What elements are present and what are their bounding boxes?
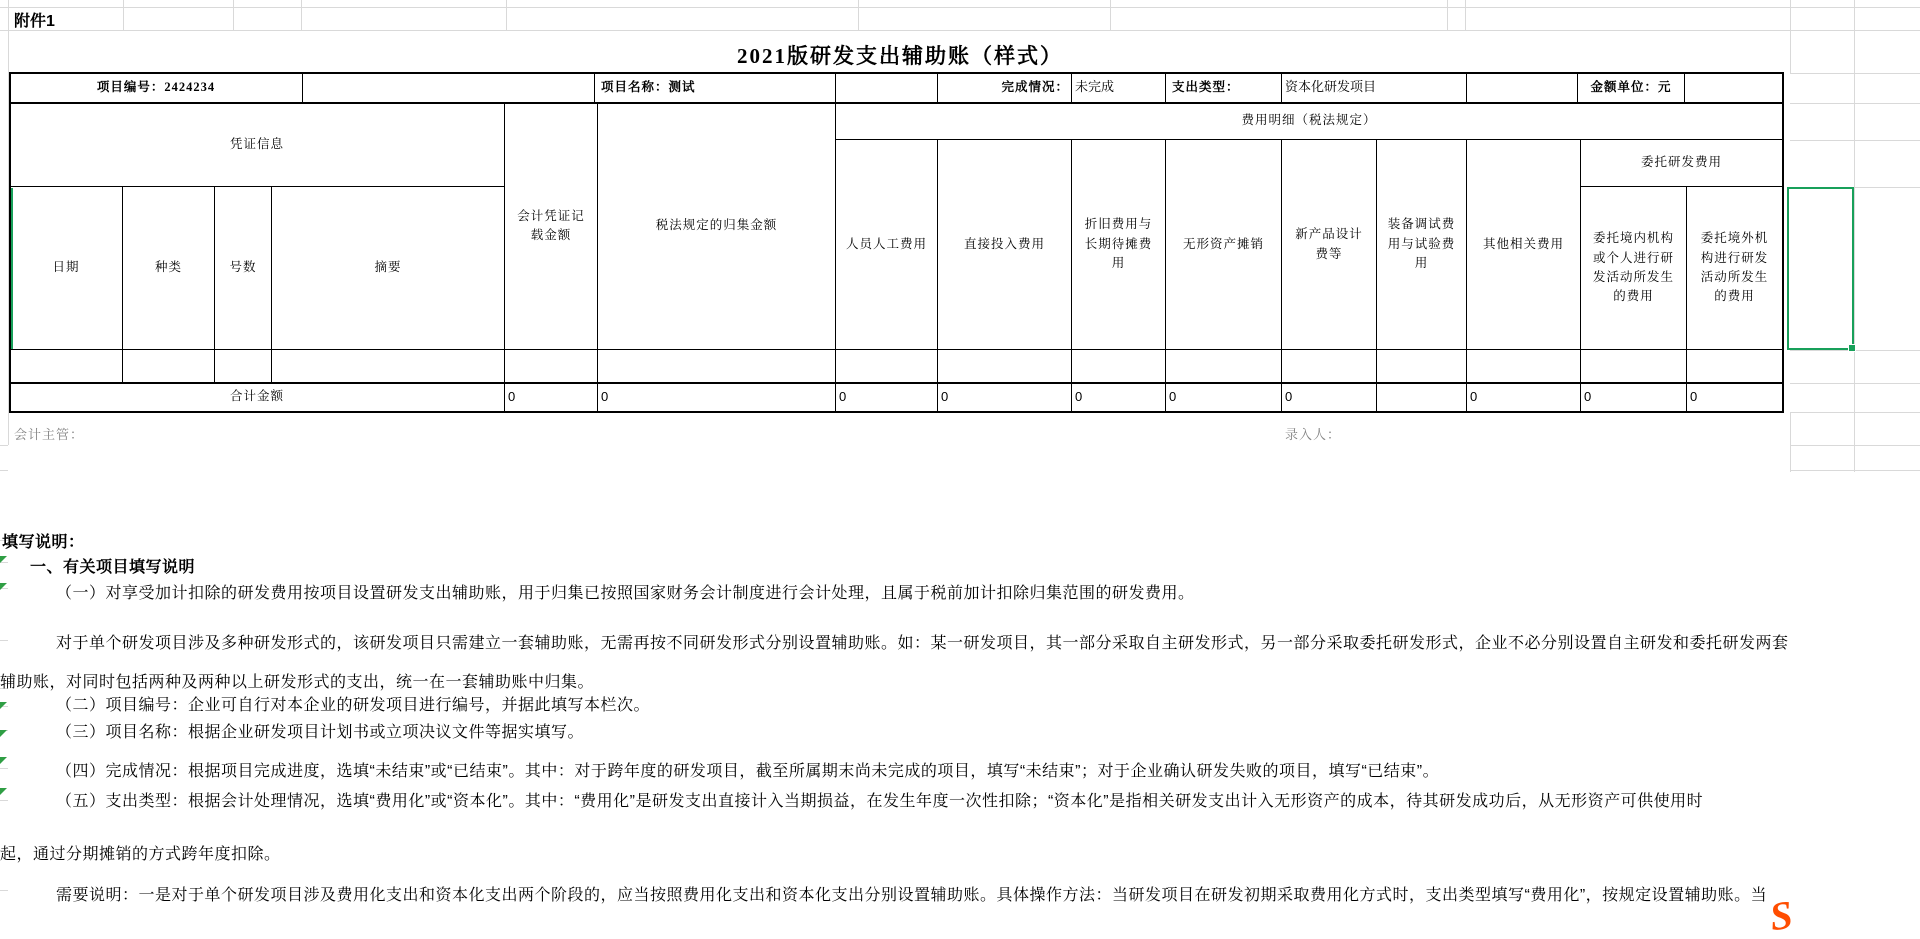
total-label[interactable]: 合计金额 — [10, 383, 505, 412]
data-cell[interactable] — [123, 350, 215, 383]
selection-fill-handle[interactable] — [1848, 344, 1856, 352]
data-cell[interactable] — [598, 350, 836, 383]
header-col-depreciation[interactable]: 折旧费用与长期待摊费用 — [1072, 140, 1166, 350]
cell-empty[interactable] — [1685, 73, 1783, 103]
header-col-equipment[interactable]: 装备调试费用与试验费用 — [1377, 140, 1467, 350]
total-intangible[interactable]: 0 — [1166, 383, 1282, 412]
header-date[interactable]: 日期 — [10, 187, 123, 350]
header-expense-detail[interactable]: 费用明细（税法规定） — [836, 103, 1783, 140]
data-cell[interactable] — [505, 350, 598, 383]
data-cell[interactable] — [272, 350, 505, 383]
comment-flag-icon — [0, 757, 7, 764]
header-col-personnel[interactable]: 人员人工费用 — [836, 140, 938, 350]
data-cell[interactable] — [1467, 350, 1581, 383]
data-cell[interactable] — [215, 350, 272, 383]
note-line[interactable]: 辅助账，对同时包括两种及两种以上研发形式的支出，统一在一套辅助账中归集。 — [0, 674, 595, 691]
selected-cell[interactable] — [1787, 187, 1854, 350]
header-summary[interactable]: 摘要 — [272, 187, 505, 350]
header-entrusted-domestic[interactable]: 委托境内机构或个人进行研发活动所发生的费用 — [1581, 187, 1687, 350]
comment-flag-icon — [0, 730, 7, 737]
note-line[interactable]: （三）项目名称：根据企业研发项目计划书或立项决议文件等据实填写。 — [56, 724, 585, 741]
note-line[interactable]: （一）对享受加计扣除的研发费用按项目设置研发支出辅助账，用于归集已按照国家财务会计制度进行会计处理，且属于税前加计扣除归集范围的研发费用。 — [56, 585, 1195, 602]
header-col-direct[interactable]: 直接投入费用 — [938, 140, 1072, 350]
header-col-other[interactable]: 其他相关费用 — [1467, 140, 1581, 350]
comment-flag-icon — [0, 702, 7, 709]
cell-completion-label[interactable]: 完成情况： — [938, 73, 1072, 103]
total-accounting[interactable]: 0 — [505, 383, 598, 412]
selection-left-stripe — [11, 188, 13, 349]
data-cell[interactable] — [1687, 350, 1783, 383]
note-line[interactable]: 一、有关项目填写说明 — [30, 559, 196, 576]
header-col-design[interactable]: 新产品设计费等 — [1282, 140, 1377, 350]
total-design[interactable]: 0 — [1282, 383, 1377, 412]
total-direct[interactable]: 0 — [938, 383, 1072, 412]
cell-expense-type-label[interactable]: 支出类型： — [1166, 73, 1282, 103]
page-title[interactable]: 2021版研发支出辅助账（样式） — [737, 44, 1063, 68]
note-line[interactable]: 起，通过分期摊销的方式跨年度扣除。 — [0, 846, 281, 863]
total-equipment[interactable] — [1377, 383, 1467, 412]
total-tax[interactable]: 0 — [598, 383, 836, 412]
header-entrusted-overseas[interactable]: 委托境外机构进行研发活动所发生的费用 — [1687, 187, 1783, 350]
header-accounting-amount[interactable]: 会计凭证记载金额 — [505, 103, 598, 350]
cell-empty[interactable] — [303, 73, 595, 103]
header-col-intangible[interactable]: 无形资产摊销 — [1166, 140, 1282, 350]
data-cell[interactable] — [10, 350, 123, 383]
data-cell[interactable] — [1377, 350, 1467, 383]
header-voucher-info[interactable]: 凭证信息 — [10, 103, 505, 187]
attachment-label[interactable]: 附件1 — [14, 13, 55, 30]
cell-empty[interactable] — [1467, 73, 1578, 103]
header-kind[interactable]: 种类 — [123, 187, 215, 350]
cell-project-no[interactable]: 项目编号：2424234 — [10, 73, 303, 103]
comment-flag-icon — [0, 556, 7, 563]
note-line[interactable]: 对于单个研发项目涉及多种研发形式的，该研发项目只需建立一套辅助账，无需再按不同研发形式分别设置辅助账。如：某一研发项目，其一部分采取自主研发形式，另一部分采取委托研发形式，企业不必分别设置自主研发和委托研发两套 — [56, 635, 1789, 652]
note-line[interactable]: （二）项目编号：企业可自行对本企业的研发项目进行编号，并据此填写本栏次。 — [56, 697, 651, 714]
cell-empty[interactable] — [836, 73, 938, 103]
cell-unit-label[interactable]: 金额单位：元 — [1578, 73, 1685, 103]
cell-expense-type-value[interactable]: 资本化研发项目 — [1282, 73, 1467, 103]
cell-completion-value[interactable]: 未完成 — [1072, 73, 1166, 103]
data-cell[interactable] — [1581, 350, 1687, 383]
data-cell[interactable] — [1166, 350, 1282, 383]
cell-project-name[interactable]: 项目名称：测试 — [595, 73, 836, 103]
comment-flag-icon — [0, 788, 7, 795]
note-line[interactable]: 填写说明： — [2, 534, 85, 551]
data-cell[interactable] — [836, 350, 938, 383]
note-line[interactable]: （四）完成情况：根据项目完成进度，选填“未结束”或“已结束”。其中：对于跨年度的研发项目，截至所属期末尚未完成的项目，填写“未结束”；对于企业确认研发失败的项目，填写“已结束”。 — [56, 763, 1440, 780]
comment-flag-icon — [0, 583, 7, 590]
header-tax-amount[interactable]: 税法规定的归集金额 — [598, 103, 836, 350]
note-line[interactable]: （五）支出类型：根据会计处理情况，选填“费用化”或“资本化”。其中：“费用化”是研发支出直接计入当期损益，在发生年度一次性扣除；“资本化”是指相关研发支出计入无形资产的成本，待其研发成功后，从无形资产可供使用时 — [56, 793, 1704, 810]
total-overseas[interactable]: 0 — [1687, 383, 1783, 412]
data-cell[interactable] — [1072, 350, 1166, 383]
data-cell[interactable] — [938, 350, 1072, 383]
total-depreciation[interactable]: 0 — [1072, 383, 1166, 412]
note-line[interactable]: 需要说明：一是对于单个研发项目涉及费用化支出和资本化支出两个阶段的，应当按照费用化支出和资本化支出分别设置辅助账。具体操作方法：当研发项目在研发初期采取费用化方式时，支出类型填写“费用化”，按规定设置辅助账。当 — [56, 887, 1768, 904]
total-personnel[interactable]: 0 — [836, 383, 938, 412]
total-other[interactable]: 0 — [1467, 383, 1581, 412]
floating-app-logo-icon[interactable]: S — [1767, 891, 1796, 939]
entry-person-label[interactable]: 录入人： — [1285, 427, 1342, 442]
header-number[interactable]: 号数 — [215, 187, 272, 350]
accountant-label[interactable]: 会计主管： — [14, 427, 85, 442]
header-entrusted-group[interactable]: 委托研发费用 — [1581, 140, 1783, 187]
data-cell[interactable] — [1282, 350, 1377, 383]
total-domestic[interactable]: 0 — [1581, 383, 1687, 412]
